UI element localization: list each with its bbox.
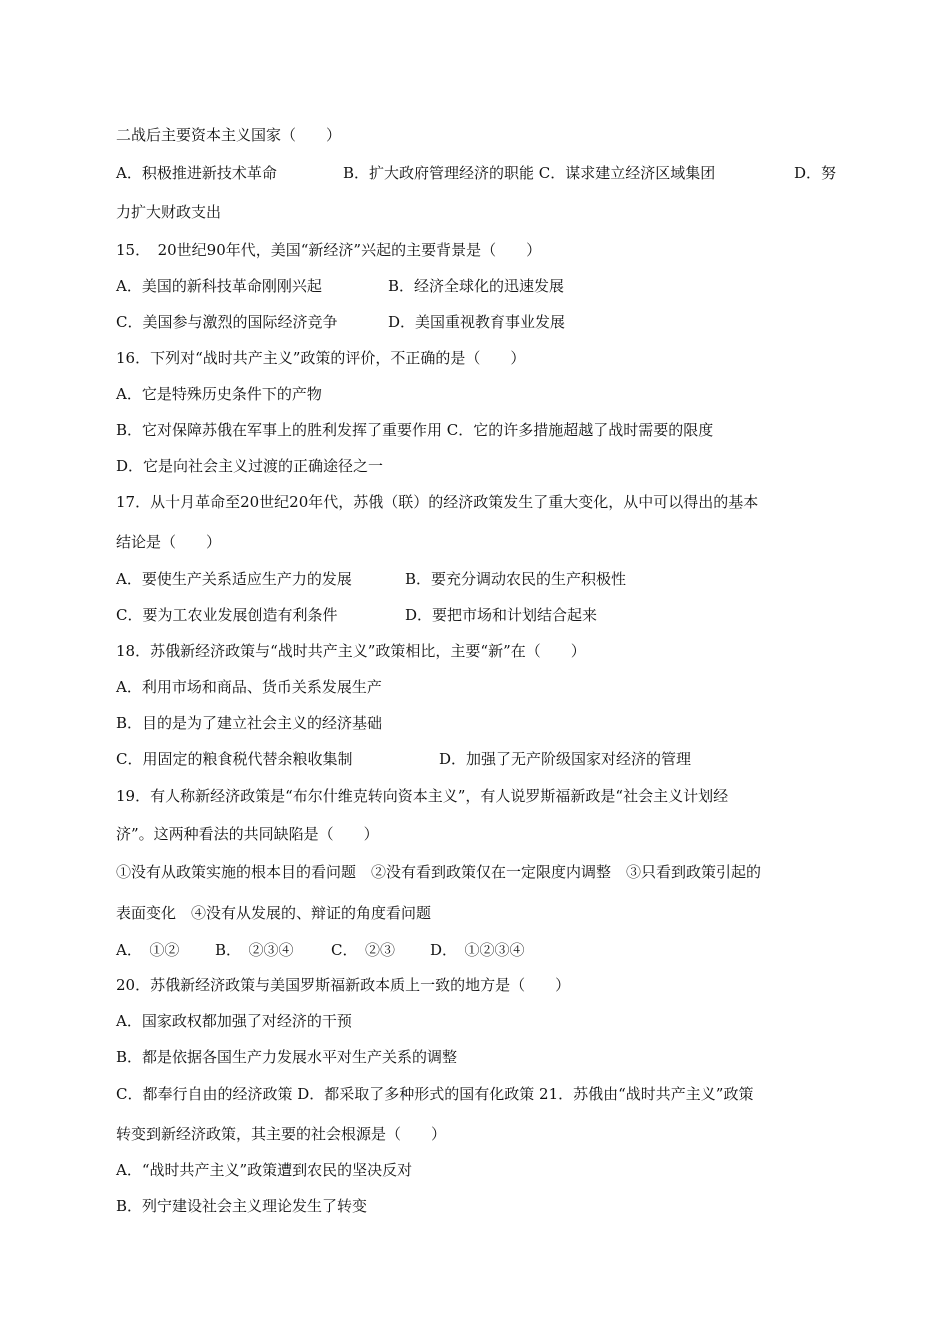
q15-option-d: D．美国重视教育事业发展 — [388, 313, 566, 331]
question-19-statements-cont: 表面变化 ④没有从发展的、辩证的角度看问题 — [116, 904, 432, 922]
q16-option-d: D．它是向社会主义过渡的正确途径之一 — [116, 457, 384, 475]
q21-option-b: B．列宁建设社会主义理论发生了转变 — [116, 1197, 368, 1215]
q14-option-d-end: 力扩大财政支出 — [116, 203, 222, 221]
q14-option-a: A．积极推进新技术革命 — [116, 164, 277, 182]
q14-option-b-c: B．扩大政府管理经济的职能 C．谋求建立经济区域集团 — [343, 164, 716, 182]
q18-option-d: D．加强了无产阶级国家对经济的管理 — [439, 750, 692, 768]
question-19-stem: 19．有人称新经济政策是“布尔什维克转向资本主义”，有人说罗斯福新政是“社会主义计划经 — [116, 787, 729, 805]
q19-option-c: C． ②③ — [331, 941, 395, 959]
question-19-stem-cont: 济”。这两种看法的共同缺陷是（ ） — [116, 825, 379, 843]
q15-option-b: B．经济全球化的迅速发展 — [388, 277, 565, 295]
q16-option-a: A．它是特殊历史条件下的产物 — [116, 385, 322, 403]
q20-option-b: B．都是依据各国生产力发展水平对生产关系的调整 — [116, 1048, 458, 1066]
q18-option-a: A．利用市场和商品、货币关系发展生产 — [116, 678, 382, 696]
q17-option-d: D．要把市场和计划结合起来 — [405, 606, 598, 624]
q17-option-b: B．要充分调动农民的生产积极性 — [405, 570, 627, 588]
question-17-stem-cont: 结论是（ ） — [116, 533, 222, 551]
q19-option-d: D． ①②③④ — [430, 941, 525, 959]
question-16-stem: 16．下列对“战时共产主义”政策的评价，不正确的是（ ） — [116, 349, 526, 367]
question-15-stem: 15． 20世纪90年代，美国“新经济”兴起的主要背景是（ ） — [116, 241, 542, 259]
q16-option-b-c: B．它对保障苏俄在军事上的胜利发挥了重要作用 C．它的许多措施超越了战时需要的限度 — [116, 421, 714, 439]
q20-option-a: A．国家政权都加强了对经济的干预 — [116, 1012, 352, 1030]
q17-option-a: A．要使生产关系适应生产力的发展 — [116, 570, 352, 588]
question-21-stem-cont: 转变到新经济政策，其主要的社会根源是（ ） — [116, 1125, 447, 1143]
q21-option-a: A．“战时共产主义”政策遭到农民的坚决反对 — [116, 1161, 413, 1179]
question-19-statements: ①没有从政策实施的根本目的看问题 ②没有看到政策仅在一定限度内调整 ③只看到政策引起的 — [116, 863, 762, 881]
q18-option-b: B．目的是为了建立社会主义的经济基础 — [116, 714, 383, 732]
question-20-stem: 20．苏俄新经济政策与美国罗斯福新政本质上一致的地方是（ ） — [116, 976, 571, 994]
q19-option-b: B． ②③④ — [215, 941, 294, 959]
question-18-stem: 18．苏俄新经济政策与“战时共产主义”政策相比，主要“新”在（ ） — [116, 642, 586, 660]
q14-option-d-start: D．努 — [794, 164, 837, 182]
q17-option-c: C．要为工农业发展创造有利条件 — [116, 606, 338, 624]
q15-option-c: C．美国参与激烈的国际经济竞争 — [116, 313, 338, 331]
question-17-stem: 17．从十月革命至20世纪20年代，苏俄（联）的经济政策发生了重大变化，从中可以得出的基本 — [116, 493, 759, 511]
question-14-stem-tail: 二战后主要资本主义国家（ ） — [116, 126, 342, 144]
q19-option-a: A． ①② — [116, 941, 180, 959]
q18-option-c: C．用固定的粮食税代替余粮收集制 — [116, 750, 353, 768]
q15-option-a: A．美国的新科技革命刚刚兴起 — [116, 277, 322, 295]
q20-option-c-d-q21-stem: C．都奉行自由的经济政策 D．都采取了多种形式的国有化政策 21．苏俄由“战时共产主义”政策 — [116, 1085, 754, 1103]
